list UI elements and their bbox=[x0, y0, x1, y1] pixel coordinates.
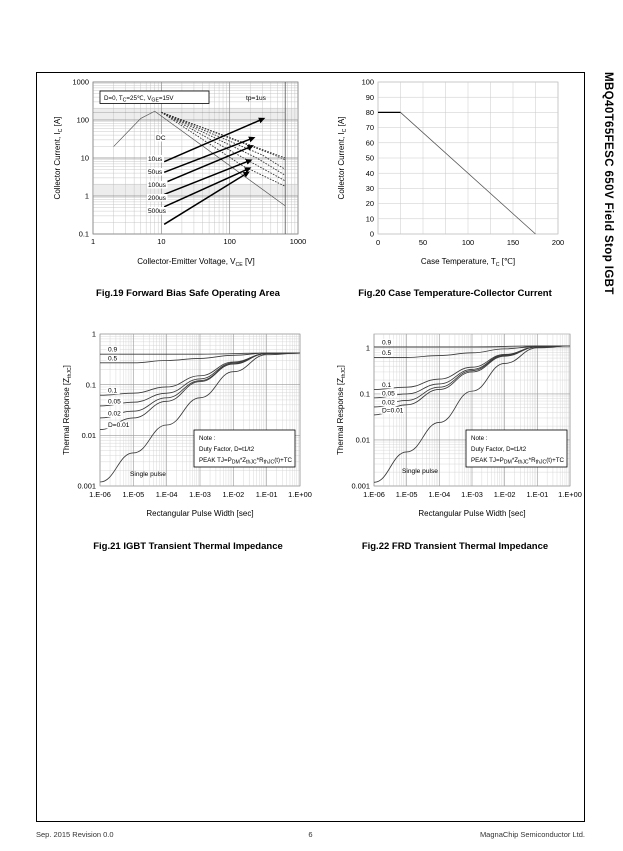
fig21-xtick: 1.E+00 bbox=[288, 490, 312, 499]
fig20-ytick: 40 bbox=[365, 168, 374, 178]
fig19-cond-a: D=0, T bbox=[104, 95, 123, 102]
fig21-x-axis-label: Rectangular Pulse Width [sec] bbox=[146, 509, 254, 518]
fig22-curve-label: 0.05 bbox=[382, 390, 395, 398]
fig19-ylab-b: [A] bbox=[53, 116, 62, 129]
fig21-xtick: 1.E-02 bbox=[222, 490, 245, 499]
fig22-curve-label: 0.5 bbox=[382, 349, 392, 357]
fig22-caption: Fig.22 FRD Transient Thermal Impedance bbox=[361, 541, 549, 552]
fig21-xtick: 1.E-04 bbox=[155, 490, 178, 499]
fig19-xtick: 10 bbox=[157, 237, 166, 246]
fig22-note-box bbox=[466, 430, 567, 467]
fig22-note-line3: PEAK $TJ=P_{DM}*Z_{thJC}*R_{thJC}(t)+TC$ bbox=[471, 457, 564, 466]
footer-right: MagnaChip Semiconductor Ltd. bbox=[479, 830, 585, 839]
fig22-ytick: 0.01 bbox=[355, 435, 370, 445]
fig19-xtick: 100 bbox=[223, 237, 236, 246]
footer-page-number: 6 bbox=[308, 830, 313, 839]
fig22-ytick: 1 bbox=[365, 343, 370, 353]
fig20-ytick: 20 bbox=[365, 199, 374, 209]
fig20-x-axis-label bbox=[421, 257, 515, 268]
fig20-y-axis-label bbox=[337, 117, 348, 200]
fig22-ytick: 0.1 bbox=[359, 389, 370, 399]
figure-22 bbox=[330, 326, 590, 526]
fig21-curve-label: 0.02 bbox=[108, 410, 121, 418]
fig21-ytick: 0.01 bbox=[81, 430, 96, 440]
fig21-xtick: 1.E-03 bbox=[189, 490, 211, 499]
fig19-xtick: 1000 bbox=[289, 237, 307, 246]
fig19-xtick: 1 bbox=[90, 237, 96, 246]
fig20-ytick: 100 bbox=[361, 77, 374, 87]
fig21-note-title: Note : bbox=[199, 435, 216, 442]
fig22-curve-label: D=0.01 bbox=[382, 407, 404, 415]
fig20-svg bbox=[330, 74, 580, 274]
fig20-ytick: 50 bbox=[365, 153, 374, 163]
fig20-caption: Fig.20 Case Temperature-Collector Current bbox=[358, 288, 552, 299]
fig19-cond-mid: =25℃, V bbox=[126, 95, 152, 102]
fig19-curve-label: 10us bbox=[148, 156, 163, 163]
fig19-cond-sub2: GE bbox=[151, 97, 159, 104]
fig22-curve-label: 0.9 bbox=[382, 339, 392, 347]
fig21-xtick: 1.E-01 bbox=[255, 490, 278, 499]
fig19-xlab-sub: CE bbox=[235, 262, 243, 268]
fig19-ylab-sub: C bbox=[58, 128, 64, 133]
fig20-xtick: 50 bbox=[418, 238, 428, 247]
fig20-ytick: 80 bbox=[365, 108, 374, 117]
fig22-curve-label: 0.1 bbox=[382, 381, 392, 389]
fig21-curve-label: 0.05 bbox=[108, 398, 121, 406]
fig22-curve-label: 0.02 bbox=[382, 399, 395, 407]
figure-19 bbox=[48, 74, 328, 274]
fig22-xtick: 1.E-05 bbox=[395, 490, 418, 499]
fig21-curve-label: 0.5 bbox=[108, 355, 118, 363]
fig22-xtick: 1.E-02 bbox=[493, 490, 516, 499]
fig20-xtick: 200 bbox=[551, 238, 565, 247]
fig21-ytick: 0.1 bbox=[85, 380, 96, 390]
fig19-xlab-b: [V] bbox=[242, 257, 255, 266]
fig19-curve-label: 200us bbox=[148, 195, 166, 202]
fig19-ytick: 100 bbox=[76, 115, 89, 125]
fig20-ytick: 30 bbox=[365, 184, 374, 193]
fig22-x-axis-label: Rectangular Pulse Width [sec] bbox=[418, 509, 526, 518]
fig22-y-axis-label: Thermal Response $[Z_{thJC}]$ bbox=[336, 365, 347, 455]
fig20-ytick: 60 bbox=[365, 138, 374, 148]
fig21-note-box bbox=[194, 430, 295, 467]
fig22-xtick: 1.E+00 bbox=[558, 490, 582, 499]
fig21-single-pulse-label: Single pulse bbox=[130, 471, 166, 478]
fig22-ytick: 0.001 bbox=[351, 481, 370, 491]
fig22-xtick: 1.E-01 bbox=[526, 490, 549, 499]
figure-21 bbox=[58, 326, 328, 526]
fig20-ytick: 0 bbox=[369, 229, 374, 239]
fig21-y-axis-label: Thermal Response $[Z_{thJC}]$ bbox=[62, 365, 73, 455]
fig20-xlab-a: Case Temperature, T bbox=[420, 257, 496, 266]
fig19-ytick: 10 bbox=[80, 153, 89, 163]
fig19-ytick: 1 bbox=[84, 191, 89, 201]
fig19-ytick: 1000 bbox=[72, 77, 89, 87]
fig21-xtick: 1.E-06 bbox=[89, 490, 111, 499]
fig19-cond-end: =15V bbox=[158, 95, 174, 102]
fig19-ylab-a: Collector Current, I bbox=[53, 132, 62, 200]
fig19-curve-label: 100us bbox=[148, 182, 166, 189]
fig19-x-axis-label bbox=[137, 257, 255, 268]
fig21-ytick: 0.001 bbox=[77, 481, 96, 491]
fig20-ytick: 90 bbox=[365, 92, 374, 102]
fig19-cond-sub1: C bbox=[122, 97, 127, 104]
fig20-xtick: 150 bbox=[506, 238, 520, 247]
fig20-xtick: 0 bbox=[375, 238, 381, 247]
fig21-svg bbox=[58, 326, 328, 526]
fig21-curve-label: 0.9 bbox=[108, 346, 118, 354]
fig19-caption: Fig.19 Forward Bias Safe Operating Area bbox=[96, 288, 280, 299]
fig21-ytick: 1 bbox=[91, 329, 96, 339]
fig19-tp-label: tp=1us bbox=[246, 95, 266, 102]
fig19-curve-label: 500us bbox=[148, 208, 166, 215]
fig20-ylab-a: Collector Current, I bbox=[337, 132, 346, 200]
fig20-xlab-sub: C bbox=[495, 262, 500, 268]
fig19-curve-label: 50us bbox=[148, 169, 163, 176]
fig22-xtick: 1.E-03 bbox=[461, 490, 483, 499]
fig19-ytick: 0.1 bbox=[78, 229, 89, 239]
fig21-xtick: 1.E-05 bbox=[122, 490, 145, 499]
fig21-note-line2: Duty Factor, D=t1/t2 bbox=[199, 446, 255, 453]
fig19-curve-label: DC bbox=[156, 135, 166, 142]
fig19-y-axis-label bbox=[53, 117, 64, 200]
fig20-ylab-b: [A] bbox=[337, 116, 346, 129]
fig20-ytick: 70 bbox=[365, 123, 374, 133]
figure-20 bbox=[330, 74, 580, 274]
fig20-xlab-b: [℃] bbox=[499, 257, 516, 266]
fig20-ytick: 10 bbox=[365, 214, 374, 224]
fig20-ylab-sub: C bbox=[342, 128, 348, 133]
side-title: MBQ40T65FESC 650V Field Stop IGBT bbox=[602, 72, 614, 295]
fig21-caption: Fig.21 IGBT Transient Thermal Impedance bbox=[93, 541, 283, 552]
fig19-svg bbox=[48, 74, 328, 274]
fig21-curve-label: 0.1 bbox=[108, 387, 118, 395]
fig21-note-line3: PEAK $TJ=P_{DM}*Z_{thJC}*R_{thJC}(t)+TC$ bbox=[199, 457, 292, 466]
fig21-curve-label: D=0.01 bbox=[108, 422, 130, 430]
fig22-svg bbox=[330, 326, 590, 526]
fig22-xtick: 1.E-06 bbox=[363, 490, 385, 499]
fig22-note-line2: Duty Factor, D=t1/t2 bbox=[471, 446, 527, 453]
fig19-condition-box bbox=[100, 91, 209, 104]
fig20-xtick: 100 bbox=[461, 238, 475, 247]
fig19-xlab-a: Collector-Emitter Voltage, V bbox=[137, 257, 236, 266]
fig22-note-title: Note : bbox=[471, 435, 488, 442]
fig22-xtick: 1.E-04 bbox=[428, 490, 451, 499]
fig22-single-pulse-label: Single pulse bbox=[402, 468, 438, 475]
footer-left: Sep. 2015 Revision 0.0 bbox=[36, 830, 114, 839]
